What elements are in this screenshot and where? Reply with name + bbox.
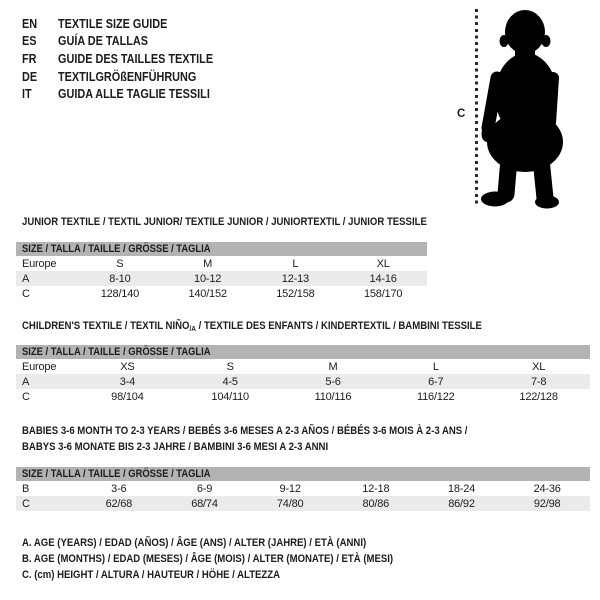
cell: 92/98 <box>533 497 561 510</box>
cell: 9-12 <box>279 482 301 495</box>
title-sub: /A <box>189 324 196 333</box>
children-row-age <box>16 374 590 389</box>
babies-table-title-line1-wrap <box>22 424 534 440</box>
junior-row-height <box>16 286 427 301</box>
cell: 98/104 <box>111 390 144 403</box>
cell: 12-18 <box>362 482 390 495</box>
cell: 4-5 <box>222 375 238 388</box>
children-row-europe <box>16 359 590 374</box>
language-code-it: IT <box>22 87 32 102</box>
cell: S <box>226 360 234 373</box>
row-label: A <box>22 272 30 285</box>
language-title-en: TEXTILE SIZE GUIDE <box>58 16 168 31</box>
babies-table-title-line2: BABYS 3-6 MONATE BIS 2-3 JAHRE / BAMBINI 3-6 MESI A 2-3 ANNI <box>22 440 329 453</box>
cell: 152/158 <box>276 287 315 300</box>
children-table-title <box>22 320 551 333</box>
children-row-height <box>16 389 590 404</box>
cell: XL <box>376 257 390 270</box>
language-row-de <box>22 68 236 86</box>
footnote-c-text: C. (cm) HEIGHT / ALTURA / HAUTEUR / HÖHE / ALTEZZA <box>22 568 281 581</box>
row-label: C <box>22 497 30 510</box>
cell: 128/140 <box>100 287 140 300</box>
language-title-es: GUÍA DE TALLAS <box>58 34 149 49</box>
cell: 140/152 <box>188 287 227 300</box>
cell: XS <box>120 360 135 373</box>
row-label: Europe <box>22 257 57 270</box>
language-code-es: ES <box>22 34 37 49</box>
cell: 7-8 <box>530 375 547 388</box>
language-code-fr: FR <box>22 51 37 66</box>
cell: XL <box>532 360 546 373</box>
cell: 6-7 <box>428 375 444 388</box>
cell: 14-16 <box>369 272 397 285</box>
cell: 10-12 <box>194 272 222 285</box>
language-title-de: TEXTILGRÖßENFÜHRUNG <box>58 69 197 84</box>
babies-size-table <box>16 467 590 511</box>
children-size-header-band <box>16 345 590 359</box>
row-label: Europe <box>22 360 57 373</box>
cell: 80/86 <box>362 497 390 510</box>
cell: 12-13 <box>281 272 309 285</box>
cell: 158/170 <box>363 287 403 300</box>
language-row-it <box>22 85 236 103</box>
footnotes-block <box>22 537 449 584</box>
babies-table-title <box>22 424 534 455</box>
cell: 104/110 <box>211 390 249 403</box>
language-title-it: GUIDA ALLE TAGLIE TESSILI <box>58 87 210 102</box>
cell: 8-10 <box>109 272 131 285</box>
cell: L <box>292 257 299 270</box>
cell: M <box>328 360 338 373</box>
children-table-title-text <box>22 320 482 333</box>
cell: 110/116 <box>314 390 352 403</box>
language-row-fr <box>22 50 236 68</box>
footnote-b-text: B. AGE (MONTHS) / EDAD (MESES) / ÂGE (MOIS) / ALTER (MONATE) / ETÀ (MESI) <box>22 552 394 565</box>
cell: 122/128 <box>519 390 558 403</box>
language-title-fr: GUIDE DES TAILLES TEXTILE <box>58 51 214 66</box>
babies-row-months <box>16 481 590 496</box>
cell: 6-9 <box>196 482 213 495</box>
junior-size-header-band <box>16 242 427 256</box>
title-pre: CHILDREN'S TEXTILE / TEXTIL NIÑO <box>22 320 190 332</box>
junior-row-europe <box>16 256 427 271</box>
cell: 86/92 <box>448 497 475 510</box>
junior-table-title <box>22 216 487 229</box>
cell: 3-6 <box>111 482 127 495</box>
cell: 24-36 <box>533 482 561 495</box>
children-size-header-text: SIZE / TALLA / TAILLE / GRÖSSE / TAGLIA <box>22 346 211 358</box>
title-post: / TEXTILE DES ENFANTS / KINDERTEXTIL / BAMBINI TESSILE <box>195 320 482 332</box>
row-label: C <box>22 287 30 300</box>
language-row-es <box>22 33 236 51</box>
cell: M <box>203 257 213 270</box>
babies-table-title-line2-wrap <box>22 440 534 456</box>
language-code-de: DE <box>22 69 38 84</box>
cell: 5-6 <box>325 375 341 388</box>
language-code-en: EN <box>22 16 38 31</box>
footnote-a-text: A. AGE (YEARS) / EDAD (AÑOS) / ÂGE (ANS) / ALTER (JAHRE) / ETÀ (ANNI) <box>22 537 367 549</box>
language-title-block <box>22 15 236 103</box>
height-measure-label: C <box>457 108 466 120</box>
babies-row-height <box>16 496 590 511</box>
junior-size-header-text: SIZE / TALLA / TAILLE / GRÖSSE / TAGLIA <box>22 243 211 255</box>
babies-table-title-line1: BABIES 3-6 MONTH TO 2-3 YEARS / BEBÉS 3-6 MESES A 2-3 AÑOS / BÉBÉS 3-6 MOIS À 2-3 ANS / <box>22 425 468 437</box>
height-measure-line <box>475 9 478 206</box>
cell: S <box>116 257 124 270</box>
footnote-c <box>22 569 449 585</box>
cell: L <box>432 360 439 373</box>
babies-size-header-band <box>16 467 590 481</box>
junior-table-title-text: JUNIOR TEXTILE / TEXTIL JUNIOR/ TEXTILE JUNIOR / JUNIORTEXTIL / JUNIOR TESSILE <box>22 216 427 228</box>
row-label: A <box>22 375 30 388</box>
cell: 18-24 <box>447 482 476 495</box>
junior-row-age <box>16 271 427 286</box>
cell: 74/80 <box>276 497 304 510</box>
language-row-en <box>22 15 236 33</box>
junior-size-table <box>16 242 427 302</box>
cell: 116/122 <box>417 390 455 403</box>
cell: 3-4 <box>119 375 136 388</box>
footnote-a <box>22 537 449 553</box>
cell: 68/74 <box>191 497 218 510</box>
cell: 62/68 <box>105 497 133 510</box>
row-label: B <box>22 482 30 495</box>
row-label: C <box>22 390 30 403</box>
children-size-table <box>16 345 590 405</box>
babies-size-header-text: SIZE / TALLA / TAILLE / GRÖSSE / TAGLIA <box>22 468 211 480</box>
footnote-b <box>22 553 449 569</box>
baby-silhouette-image <box>481 9 573 209</box>
